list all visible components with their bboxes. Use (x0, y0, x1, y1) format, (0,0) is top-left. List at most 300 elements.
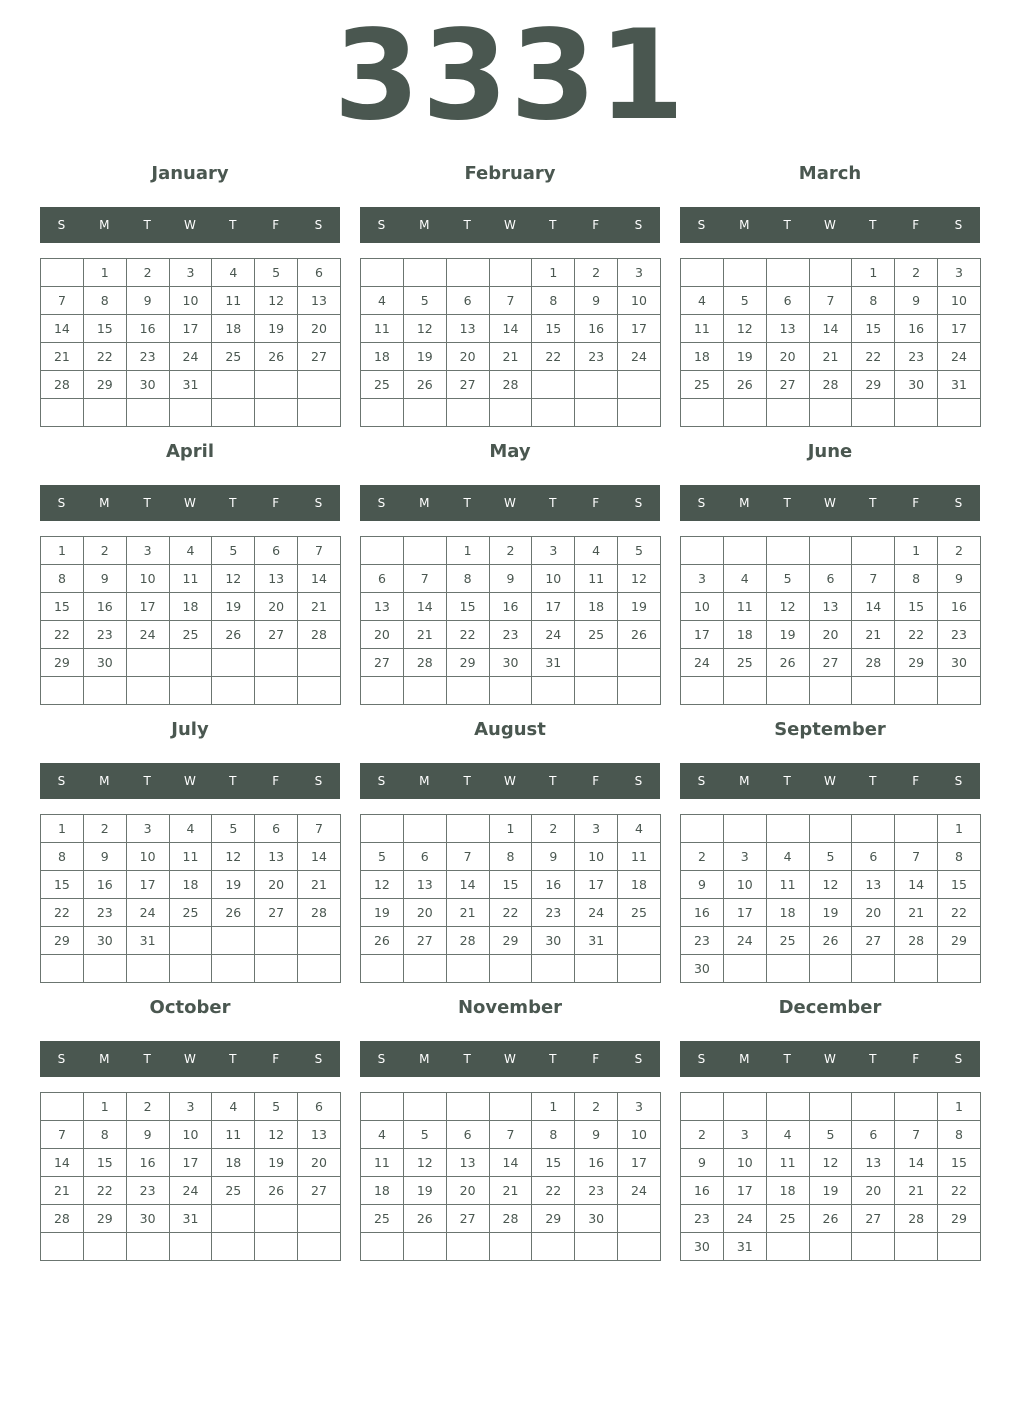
day-cell: 14 (298, 565, 341, 593)
weekday-label: S (377, 1052, 386, 1066)
weekday-label: W (184, 1052, 196, 1066)
week-row (681, 871, 981, 899)
day-cell: 4 (723, 565, 766, 593)
day-cell: 20 (255, 871, 298, 899)
day-cell: 19 (723, 343, 766, 371)
day-cell: 7 (489, 287, 532, 315)
day-cell (575, 649, 618, 677)
weekday-label: W (504, 218, 516, 232)
week-row (681, 259, 981, 287)
day-cell: 10 (681, 593, 724, 621)
day-cell (361, 1233, 404, 1261)
weekday-label: W (824, 774, 836, 788)
weekday-label: T (143, 496, 151, 510)
day-cell: 31 (169, 1205, 212, 1233)
day-cell (298, 1233, 341, 1261)
day-cell: 25 (618, 899, 661, 927)
day-cell (852, 399, 895, 427)
day-cell (41, 399, 84, 427)
day-cell: 23 (938, 621, 981, 649)
day-cell: 27 (298, 343, 341, 371)
day-cell: 19 (809, 1177, 852, 1205)
day-cell: 9 (532, 843, 575, 871)
week-row (681, 343, 981, 371)
day-cell (298, 927, 341, 955)
day-cell: 26 (809, 1205, 852, 1233)
day-cell: 11 (618, 843, 661, 871)
day-cell: 22 (938, 899, 981, 927)
day-cell (852, 677, 895, 705)
day-cell: 1 (83, 259, 126, 287)
day-cell (809, 815, 852, 843)
day-cell: 6 (255, 537, 298, 565)
week-row (681, 1205, 981, 1233)
day-cell (723, 815, 766, 843)
day-cell (361, 399, 404, 427)
day-cell: 2 (681, 1121, 724, 1149)
weekday-label: W (824, 1052, 836, 1066)
day-cell: 24 (723, 1205, 766, 1233)
day-cell (938, 1233, 981, 1261)
day-cell: 11 (212, 1121, 255, 1149)
day-cell (212, 371, 255, 399)
day-cell: 5 (403, 287, 446, 315)
day-cell: 27 (403, 927, 446, 955)
day-cell: 5 (361, 843, 404, 871)
day-cell (361, 955, 404, 983)
day-cell: 6 (852, 843, 895, 871)
day-cell (403, 259, 446, 287)
day-cell (41, 1093, 84, 1121)
day-cell: 21 (809, 343, 852, 371)
day-cell (852, 1233, 895, 1261)
day-cell: 1 (83, 1093, 126, 1121)
day-cell (723, 955, 766, 983)
day-cell (723, 1093, 766, 1121)
weekday-label: F (272, 496, 280, 510)
day-cell (723, 259, 766, 287)
day-cell: 31 (723, 1233, 766, 1261)
day-grid (360, 1092, 661, 1261)
day-cell (575, 399, 618, 427)
day-cell: 21 (895, 899, 938, 927)
day-cell: 7 (852, 565, 895, 593)
day-cell: 6 (403, 843, 446, 871)
month-name: January (151, 163, 229, 184)
day-cell (446, 955, 489, 983)
day-cell: 1 (938, 1093, 981, 1121)
day-cell (489, 1233, 532, 1261)
weekday-label: F (912, 496, 920, 510)
weekday-label: T (463, 1052, 471, 1066)
weekday-label: W (504, 774, 516, 788)
day-cell (169, 927, 212, 955)
weekday-label: T (783, 218, 791, 232)
day-cell: 30 (83, 649, 126, 677)
month-name: March (798, 163, 862, 184)
day-cell: 4 (766, 1121, 809, 1149)
day-cell: 6 (766, 287, 809, 315)
week-row (361, 537, 661, 565)
day-grid (40, 258, 341, 427)
day-cell (766, 955, 809, 983)
day-cell: 24 (618, 1177, 661, 1205)
day-cell: 12 (212, 843, 255, 871)
day-cell: 29 (446, 649, 489, 677)
day-cell: 16 (895, 315, 938, 343)
day-cell: 27 (298, 1177, 341, 1205)
weekday-label: T (549, 218, 557, 232)
day-cell: 25 (766, 1205, 809, 1233)
day-cell: 10 (618, 287, 661, 315)
day-cell: 7 (895, 1121, 938, 1149)
weekday-header (360, 763, 660, 799)
day-cell: 5 (212, 815, 255, 843)
day-cell: 14 (489, 1149, 532, 1177)
day-cell (809, 677, 852, 705)
day-cell: 23 (575, 343, 618, 371)
day-cell (403, 1233, 446, 1261)
day-cell: 20 (403, 899, 446, 927)
day-cell: 4 (618, 815, 661, 843)
day-cell: 21 (446, 899, 489, 927)
day-cell: 7 (298, 815, 341, 843)
day-cell: 27 (852, 1205, 895, 1233)
weekday-label: W (184, 774, 196, 788)
day-cell: 9 (938, 565, 981, 593)
day-cell: 12 (766, 593, 809, 621)
week-row (41, 537, 341, 565)
day-cell: 8 (852, 287, 895, 315)
day-cell (126, 399, 169, 427)
day-cell (298, 371, 341, 399)
day-cell: 29 (938, 1205, 981, 1233)
day-cell (766, 537, 809, 565)
day-cell: 8 (938, 1121, 981, 1149)
week-row (41, 371, 341, 399)
day-cell (126, 677, 169, 705)
day-cell (618, 649, 661, 677)
day-cell (403, 537, 446, 565)
weekday-header (40, 1041, 340, 1077)
day-cell (446, 677, 489, 705)
day-cell: 4 (681, 287, 724, 315)
day-cell: 12 (618, 565, 661, 593)
weekday-label: M (739, 774, 750, 788)
day-cell: 19 (361, 899, 404, 927)
day-cell: 3 (723, 843, 766, 871)
day-cell: 15 (532, 1149, 575, 1177)
day-cell: 28 (298, 621, 341, 649)
day-cell (809, 1093, 852, 1121)
day-cell: 11 (361, 315, 404, 343)
day-cell: 6 (361, 565, 404, 593)
day-cell: 12 (403, 315, 446, 343)
day-grid (40, 814, 341, 983)
day-cell: 20 (446, 343, 489, 371)
month-name: February (464, 163, 556, 184)
day-cell (255, 649, 298, 677)
day-cell: 25 (681, 371, 724, 399)
week-row (361, 927, 661, 955)
week-row (361, 1149, 661, 1177)
day-cell: 23 (83, 621, 126, 649)
day-cell: 8 (446, 565, 489, 593)
weekday-label: S (377, 496, 386, 510)
day-cell (255, 1233, 298, 1261)
day-cell: 29 (489, 927, 532, 955)
day-grid (680, 1092, 981, 1261)
day-cell (489, 259, 532, 287)
day-cell: 22 (489, 899, 532, 927)
day-cell: 28 (809, 371, 852, 399)
day-cell: 23 (681, 927, 724, 955)
day-cell: 18 (618, 871, 661, 899)
day-cell: 6 (298, 1093, 341, 1121)
week-row (41, 815, 341, 843)
day-cell: 7 (298, 537, 341, 565)
day-cell: 10 (126, 843, 169, 871)
day-cell: 17 (169, 315, 212, 343)
weekday-label: T (549, 496, 557, 510)
day-cell: 21 (41, 1177, 84, 1205)
day-cell: 25 (361, 1205, 404, 1233)
day-cell: 20 (809, 621, 852, 649)
day-cell (489, 1093, 532, 1121)
day-cell: 10 (723, 871, 766, 899)
day-cell: 19 (212, 593, 255, 621)
day-cell: 25 (575, 621, 618, 649)
weekday-header (360, 207, 660, 243)
day-cell: 23 (126, 1177, 169, 1205)
day-cell (809, 259, 852, 287)
day-cell: 13 (255, 843, 298, 871)
week-row (361, 565, 661, 593)
day-cell: 28 (298, 899, 341, 927)
day-cell (83, 1233, 126, 1261)
day-cell: 16 (83, 871, 126, 899)
weekday-label: F (912, 1052, 920, 1066)
day-cell: 26 (255, 343, 298, 371)
weekday-label: T (463, 218, 471, 232)
week-row (41, 399, 341, 427)
day-cell: 28 (446, 927, 489, 955)
day-cell: 20 (298, 315, 341, 343)
day-cell: 15 (532, 315, 575, 343)
weekday-label: W (824, 496, 836, 510)
day-cell (126, 955, 169, 983)
day-cell: 6 (809, 565, 852, 593)
day-cell (446, 259, 489, 287)
day-cell: 19 (403, 1177, 446, 1205)
day-cell: 4 (212, 1093, 255, 1121)
day-cell: 21 (895, 1177, 938, 1205)
week-row (681, 593, 981, 621)
day-cell: 18 (169, 593, 212, 621)
day-cell: 28 (41, 371, 84, 399)
day-cell: 22 (938, 1177, 981, 1205)
day-cell: 31 (938, 371, 981, 399)
weekday-label: S (697, 218, 706, 232)
weekday-label: T (143, 774, 151, 788)
weekday-label: S (954, 1052, 963, 1066)
weekday-label: M (99, 1052, 110, 1066)
day-cell: 24 (575, 899, 618, 927)
day-cell: 18 (766, 1177, 809, 1205)
day-cell (169, 649, 212, 677)
week-row (361, 649, 661, 677)
weekday-label: W (184, 218, 196, 232)
day-cell: 18 (575, 593, 618, 621)
weekday-label: M (99, 218, 110, 232)
day-cell: 2 (938, 537, 981, 565)
day-cell (532, 955, 575, 983)
day-cell: 17 (169, 1149, 212, 1177)
weekday-label: S (57, 1052, 66, 1066)
day-cell (618, 955, 661, 983)
day-cell: 13 (852, 871, 895, 899)
week-row (41, 899, 341, 927)
day-cell (446, 1093, 489, 1121)
day-cell: 26 (403, 371, 446, 399)
day-cell: 15 (895, 593, 938, 621)
day-cell: 16 (83, 593, 126, 621)
weekday-label: S (314, 496, 323, 510)
day-cell: 28 (403, 649, 446, 677)
day-cell: 17 (618, 315, 661, 343)
day-cell: 4 (212, 259, 255, 287)
week-row (41, 1205, 341, 1233)
day-cell: 30 (575, 1205, 618, 1233)
week-row (361, 955, 661, 983)
day-cell: 8 (532, 287, 575, 315)
weekday-label: S (634, 1052, 643, 1066)
day-cell: 16 (681, 1177, 724, 1205)
day-cell: 26 (809, 927, 852, 955)
day-cell: 13 (766, 315, 809, 343)
day-grid (40, 536, 341, 705)
day-cell: 8 (83, 1121, 126, 1149)
day-cell (41, 955, 84, 983)
day-cell: 2 (681, 843, 724, 871)
day-cell: 3 (575, 815, 618, 843)
day-cell: 17 (126, 593, 169, 621)
week-row (41, 955, 341, 983)
day-cell (212, 677, 255, 705)
day-cell: 8 (41, 843, 84, 871)
weekday-label: M (739, 218, 750, 232)
day-cell: 5 (403, 1121, 446, 1149)
week-row (41, 565, 341, 593)
day-cell: 8 (938, 843, 981, 871)
weekday-label: S (634, 774, 643, 788)
day-cell: 29 (83, 1205, 126, 1233)
day-cell: 18 (361, 1177, 404, 1205)
day-cell: 29 (532, 1205, 575, 1233)
day-cell: 12 (255, 1121, 298, 1149)
day-cell: 20 (255, 593, 298, 621)
day-cell: 31 (575, 927, 618, 955)
day-cell (169, 1233, 212, 1261)
day-cell (766, 815, 809, 843)
day-cell: 30 (489, 649, 532, 677)
day-cell: 9 (126, 287, 169, 315)
day-cell (852, 1093, 895, 1121)
day-cell: 7 (489, 1121, 532, 1149)
day-cell: 27 (852, 927, 895, 955)
week-row (681, 1177, 981, 1205)
day-cell: 24 (938, 343, 981, 371)
day-cell (361, 1093, 404, 1121)
day-cell (532, 371, 575, 399)
day-cell: 11 (681, 315, 724, 343)
day-cell: 1 (41, 537, 84, 565)
day-cell: 5 (766, 565, 809, 593)
day-cell: 30 (895, 371, 938, 399)
month-name: October (149, 997, 231, 1018)
weekday-label: M (419, 218, 430, 232)
day-cell: 1 (532, 259, 575, 287)
weekday-label: W (184, 496, 196, 510)
day-cell: 29 (41, 649, 84, 677)
day-cell: 19 (766, 621, 809, 649)
weekday-label: S (954, 218, 963, 232)
day-cell: 16 (681, 899, 724, 927)
week-row (361, 815, 661, 843)
day-cell (852, 815, 895, 843)
day-cell: 27 (361, 649, 404, 677)
weekday-label: S (697, 1052, 706, 1066)
weekday-header (40, 485, 340, 521)
day-cell: 26 (618, 621, 661, 649)
day-cell (298, 399, 341, 427)
day-cell (298, 955, 341, 983)
day-grid (360, 258, 661, 427)
day-cell: 14 (809, 315, 852, 343)
week-row (41, 843, 341, 871)
week-row (41, 315, 341, 343)
weekday-label: S (697, 774, 706, 788)
day-cell: 17 (681, 621, 724, 649)
day-cell: 24 (618, 343, 661, 371)
week-row (681, 677, 981, 705)
day-cell: 23 (895, 343, 938, 371)
day-cell (809, 537, 852, 565)
weekday-header (360, 1041, 660, 1077)
day-cell (575, 1233, 618, 1261)
day-cell: 24 (532, 621, 575, 649)
weekday-label: T (549, 774, 557, 788)
day-cell: 21 (298, 593, 341, 621)
day-cell: 28 (489, 1205, 532, 1233)
day-cell: 5 (212, 537, 255, 565)
day-cell: 20 (361, 621, 404, 649)
week-row (681, 1121, 981, 1149)
day-cell (575, 371, 618, 399)
day-cell: 6 (255, 815, 298, 843)
month-name: August (474, 719, 546, 740)
day-cell (212, 1205, 255, 1233)
day-cell (169, 677, 212, 705)
week-row (681, 287, 981, 315)
day-cell (446, 815, 489, 843)
day-cell: 2 (489, 537, 532, 565)
day-cell: 7 (41, 287, 84, 315)
day-cell: 23 (681, 1205, 724, 1233)
week-row (681, 399, 981, 427)
day-cell: 10 (618, 1121, 661, 1149)
day-cell: 25 (766, 927, 809, 955)
